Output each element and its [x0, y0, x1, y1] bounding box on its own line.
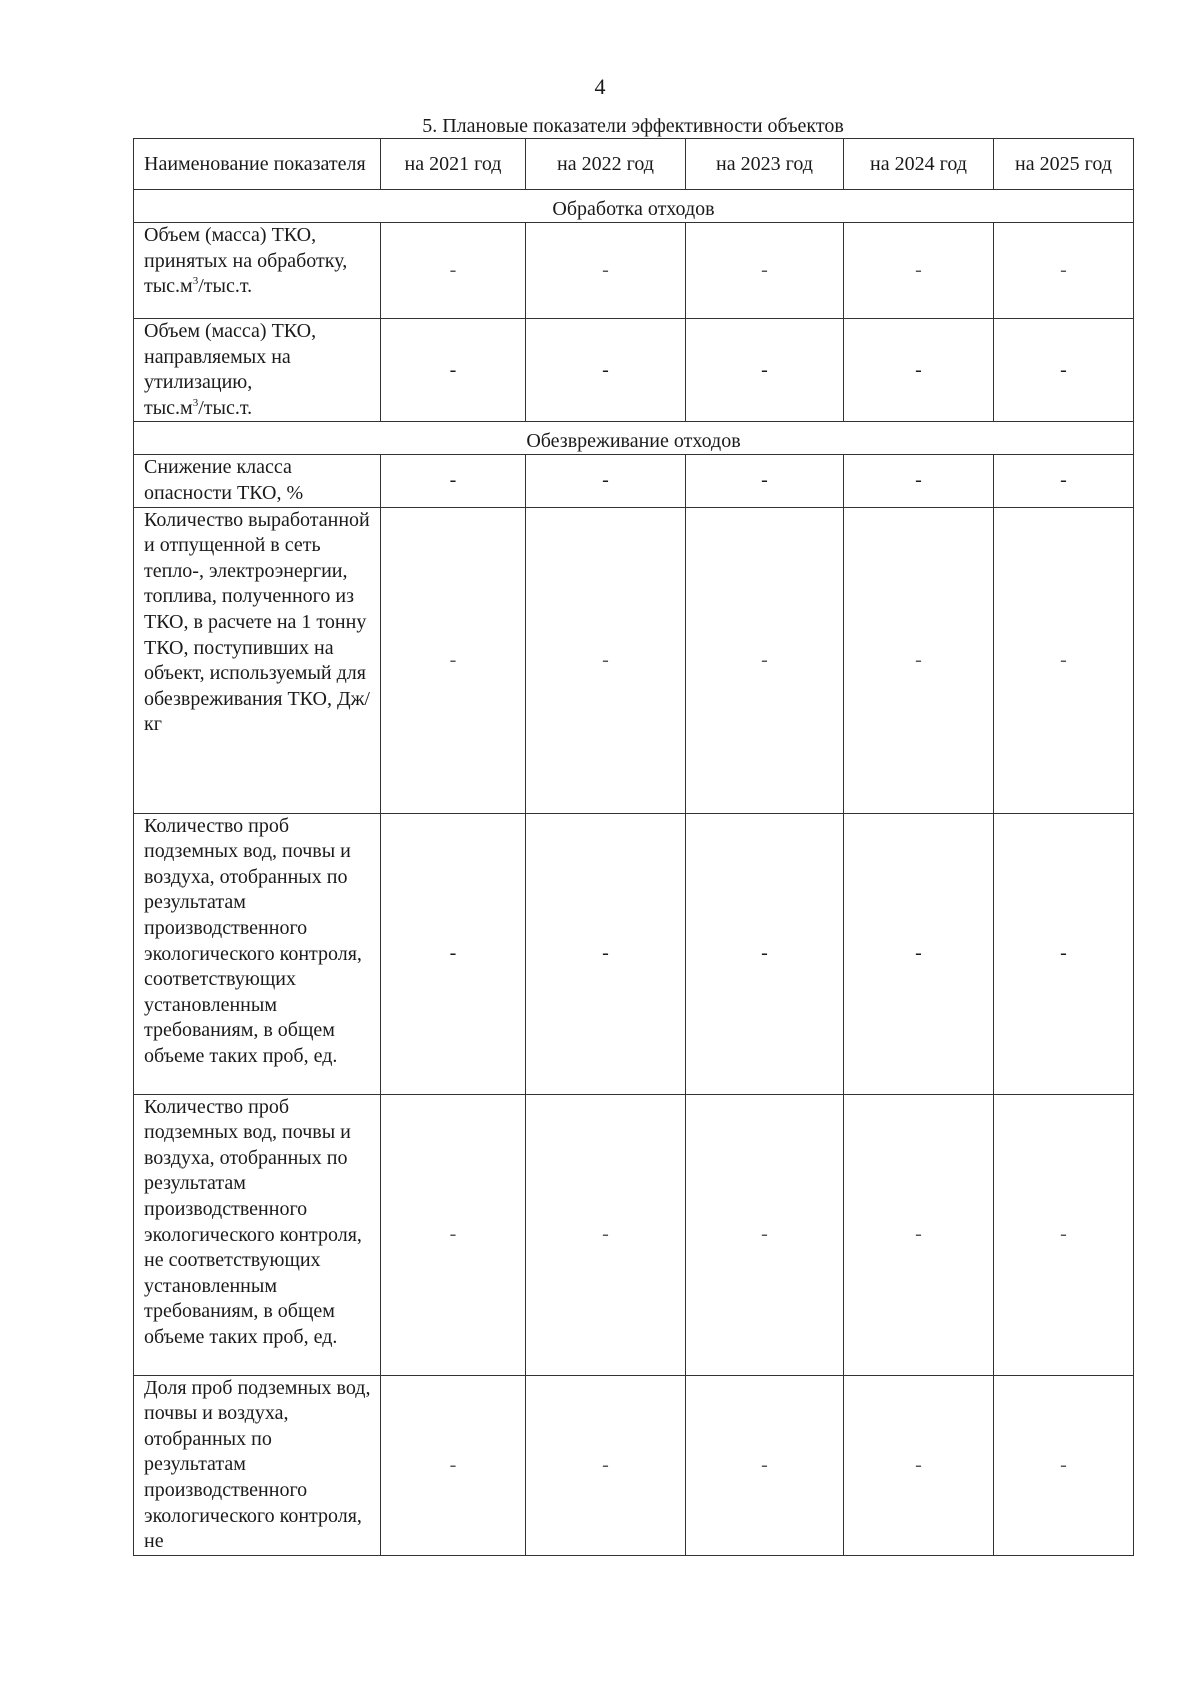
value-cell: -	[994, 319, 1134, 422]
header-year-2023: на 2023 год	[686, 139, 844, 190]
value-cell: -	[994, 455, 1134, 507]
value-cell: -	[686, 223, 844, 319]
section-title: Обезвреживание отходов	[134, 422, 1134, 455]
table-row	[134, 319, 1134, 422]
header-year-2025: на 2025 год	[994, 139, 1134, 190]
value-cell: -	[686, 319, 844, 422]
section-title: Обработка отходов	[134, 190, 1134, 223]
value-cell: -	[381, 1375, 526, 1555]
value-cell: -	[844, 319, 994, 422]
header-row	[134, 139, 1134, 190]
value-cell: -	[686, 507, 844, 813]
value-cell: -	[381, 1094, 526, 1375]
value-cell: -	[526, 813, 686, 1094]
value-cell: -	[381, 507, 526, 813]
table-row	[134, 813, 1134, 1094]
value-cell: -	[844, 455, 994, 507]
indicator-label: Количество выработанной и отпущенной в сеть тепло-, электроэнергии, топлива, полученного из ТКО, в расчете на 1 тонну ТКО, поступивших на объект, используемый для обезвреживания ТКО, Дж/кг	[134, 507, 381, 813]
header-year-2022: на 2022 год	[526, 139, 686, 190]
table-row	[134, 455, 1134, 507]
value-cell: -	[526, 1375, 686, 1555]
value-cell: -	[994, 1094, 1134, 1375]
value-cell: -	[381, 223, 526, 319]
value-cell: -	[994, 813, 1134, 1094]
indicator-label: Объем (масса) ТКО, принятых на обработку, $тыс.м^3/тыс.т$.	[134, 223, 381, 319]
value-cell: -	[686, 813, 844, 1094]
value-cell: -	[526, 223, 686, 319]
table-row	[134, 507, 1134, 813]
table-row	[134, 1375, 1134, 1555]
header-year-2024: на 2024 год	[844, 139, 994, 190]
value-cell: -	[994, 223, 1134, 319]
indicator-label: Снижение класса опасности ТКО, %	[134, 455, 381, 507]
section-row-neutralization	[134, 422, 1134, 455]
section-row-processing	[134, 190, 1134, 223]
header-indicator-name: Наименование показателя	[134, 139, 381, 190]
value-cell: -	[381, 813, 526, 1094]
indicator-label: Количество проб подземных вод, почвы и воздуха, отобранных по результатам производственного экологического контроля, соответствующих установленным требованиям, в общем объеме таких проб, ед.	[134, 813, 381, 1094]
value-cell: -	[686, 1375, 844, 1555]
table-row	[134, 223, 1134, 319]
value-cell: -	[526, 319, 686, 422]
value-cell: -	[844, 507, 994, 813]
table-row	[134, 1094, 1134, 1375]
value-cell: -	[381, 455, 526, 507]
value-cell: -	[526, 455, 686, 507]
value-cell: -	[994, 1375, 1134, 1555]
performance-indicators-table	[133, 138, 1134, 1556]
value-cell: -	[526, 507, 686, 813]
value-cell: -	[686, 1094, 844, 1375]
value-cell: -	[844, 223, 994, 319]
value-cell: -	[844, 1375, 994, 1555]
indicator-label: Объем (масса) ТКО, направляемых на утилизацию, $тыс.м^3/тыс.т$.	[134, 319, 381, 422]
header-year-2021: на 2021 год	[381, 139, 526, 190]
value-cell: -	[844, 1094, 994, 1375]
page-number: 4	[594, 74, 606, 99]
value-cell: -	[381, 319, 526, 422]
indicator-label: Доля проб подземных вод, почвы и воздуха, отобранных по результатам производственного экологического контроля, не	[134, 1375, 381, 1555]
value-cell: -	[686, 455, 844, 507]
value-cell: -	[526, 1094, 686, 1375]
table-title: 5. Плановые показатели эффективности объектов	[422, 115, 844, 137]
indicator-label: Количество проб подземных вод, почвы и воздуха, отобранных по результатам производственного экологического контроля, не соответствующих установленным требованиям, в общем объеме таких проб, ед.	[134, 1094, 381, 1375]
value-cell: -	[844, 813, 994, 1094]
value-cell: -	[994, 507, 1134, 813]
